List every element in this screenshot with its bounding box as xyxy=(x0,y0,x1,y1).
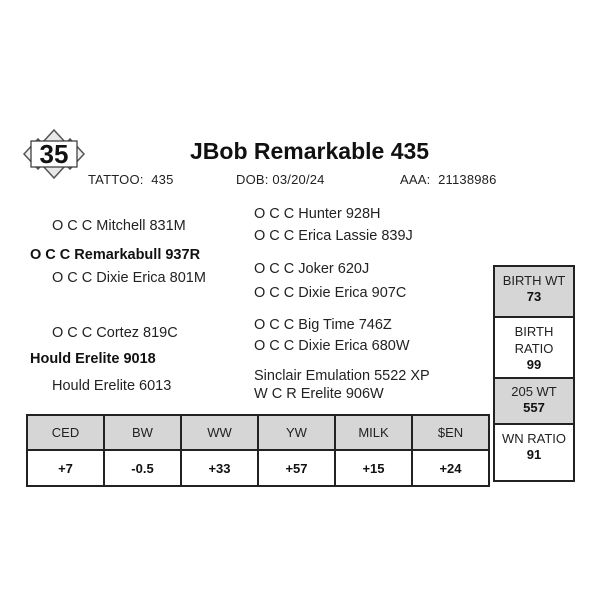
pedigree-ddd: W C R Erelite 906W xyxy=(254,386,384,402)
epd-value-yw: +57 xyxy=(258,450,335,486)
birth-weight-value: 73 xyxy=(526,289,542,304)
animal-name: JBob Remarkable 435 xyxy=(190,138,430,164)
epd-value-ww: +33 xyxy=(181,450,258,486)
wean-ratio-value: 91 xyxy=(526,447,542,462)
pedigree-dam-dam: Hould Erelite 6013 xyxy=(52,378,172,394)
epd-header-ww: WW xyxy=(181,415,258,450)
epd-value-en: +24 xyxy=(412,450,489,486)
dob-label: DOB: xyxy=(236,172,269,187)
birth-ratio-label: BIRTH RATIO xyxy=(514,324,554,356)
epd-header-yw: YW xyxy=(258,415,335,450)
tattoo-label: TATTOO: xyxy=(88,172,144,187)
epd-header-milk: MILK xyxy=(335,415,412,450)
pedigree-ssd: O C C Erica Lassie 839J xyxy=(254,228,413,244)
pedigree-sdd: O C C Dixie Erica 907C xyxy=(254,285,407,301)
wean-weight-value: 557 xyxy=(523,400,545,415)
ratio-panel xyxy=(493,265,575,482)
pedigree-sds: O C C Joker 620J xyxy=(254,261,370,277)
wean-weight-box xyxy=(493,377,575,423)
epd-header-en: $EN xyxy=(412,415,489,450)
pedigree-sss: O C C Hunter 928H xyxy=(254,206,381,222)
pedigree-dss: O C C Big Time 746Z xyxy=(254,317,392,333)
pedigree-dds: Sinclair Emulation 5522 XP xyxy=(254,368,430,384)
wean-ratio-label: WN RATIO xyxy=(501,431,567,446)
epd-value-bw: -0.5 xyxy=(104,450,181,486)
wean-weight-label: 205 WT xyxy=(511,384,557,399)
pedigree-dam: Hould Erelite 9018 xyxy=(30,351,156,367)
epd-value-ced: +7 xyxy=(27,450,104,486)
tattoo-info xyxy=(88,172,174,187)
pedigree-sire-sire: O C C Mitchell 831M xyxy=(52,218,186,234)
aaa-value: 21138986 xyxy=(438,172,497,187)
lot-badge xyxy=(18,128,90,180)
aaa-info xyxy=(400,172,497,187)
epd-header-bw: BW xyxy=(104,415,181,450)
birth-ratio-box xyxy=(493,316,575,377)
lot-number: 35 xyxy=(39,138,69,169)
birth-ratio-value: 99 xyxy=(526,357,542,372)
tattoo-value: 435 xyxy=(151,172,174,187)
pedigree-sire: O C C Remarkabull 937R xyxy=(30,247,201,263)
dob-info xyxy=(236,172,325,187)
epd-header-row xyxy=(27,415,489,450)
epd-value-row xyxy=(27,450,489,486)
wean-ratio-box xyxy=(493,423,575,482)
birth-weight-box xyxy=(493,265,575,316)
birth-weight-label: BIRTH WT xyxy=(502,273,566,288)
pedigree-dam-sire: O C C Cortez 819C xyxy=(52,325,178,341)
pedigree-sire-dam: O C C Dixie Erica 801M xyxy=(52,270,206,286)
dob-value: 03/20/24 xyxy=(272,172,325,187)
pedigree-dsd: O C C Dixie Erica 680W xyxy=(254,338,410,354)
epd-header-ced: CED xyxy=(27,415,104,450)
aaa-label: AAA: xyxy=(400,172,431,187)
epd-value-milk: +15 xyxy=(335,450,412,486)
epd-table xyxy=(26,414,490,487)
